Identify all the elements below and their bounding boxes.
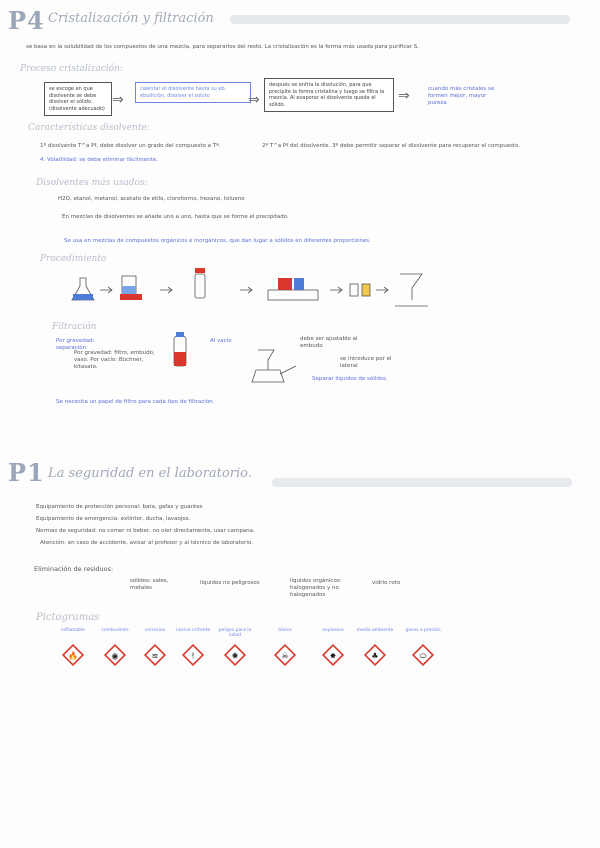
residuos-item: vidrio roto xyxy=(372,580,401,586)
disolventes-note: En mezclas de disolventes se añade uno a uno, hasta que se forme el precipitado. xyxy=(62,214,289,220)
environment-icon xyxy=(364,644,386,666)
disolventes-note-2: Se usa en mezclas de compuestos orgánicos e inorgánicos, que dan lugar a sólidos en diferentes proporciones. xyxy=(64,238,371,244)
vacio-label: Al vacío xyxy=(210,338,232,344)
seguridad-line-2: Equipamiento de emergencia: extintor, ducha, lavaojos. xyxy=(36,516,191,522)
caracteristicas-line-2: 2º T^a Pf del disolvente. 3º debe permitir separar el disolvente para recuperar el compuesto. xyxy=(262,143,521,149)
filtracion-note: Se necesita un papel de filtro para cada tipo de filtración. xyxy=(56,399,215,405)
filtracion-side-2: se introduce por el lateral xyxy=(340,356,392,369)
proceso-heading: Proceso cristalización: xyxy=(20,64,123,74)
procedure-diagram xyxy=(50,266,470,326)
pictogram-label: inflamable xyxy=(61,628,85,633)
pictogramas-heading: Pictogramas xyxy=(36,612,100,623)
intro-text: se basa en la solubilidad de los compuestos de una mezcla, para separarlos del resto. La cristalización es la forma más usada para purificar S. xyxy=(26,44,419,50)
filtracion-blue-label: Por gravedad: separación xyxy=(56,338,95,351)
svg-text:≋: ≋ xyxy=(151,651,159,661)
svg-text:◉: ◉ xyxy=(111,651,119,661)
svg-text:♣: ♣ xyxy=(371,651,379,661)
residuos-item: sólidos: sales, metales xyxy=(130,578,169,591)
process-result: cuando más cristales se formen mejor, mayor pureza xyxy=(428,86,495,106)
seguridad-line-1: Equipamiento de protección personal: bata, gafas y guantes xyxy=(36,504,203,510)
pictogram-label: nocivo irritante xyxy=(175,628,211,633)
disolventes-list: H2O, etanol, metanol, acetato de etilo, cloroformo, hexano, tolueno xyxy=(58,196,245,202)
flame-icon xyxy=(62,644,84,666)
title-bar xyxy=(230,15,570,24)
pictogram-label: corrosivo xyxy=(144,628,166,633)
svg-text:🔥: 🔥 xyxy=(68,651,78,661)
explosion-icon xyxy=(322,644,344,666)
section-number-p4: P4 xyxy=(8,6,45,35)
caracteristicas-line-3: 4. Volatilidad: se debe eliminar fácilmente. xyxy=(40,157,158,163)
svg-text:✺: ✺ xyxy=(231,651,239,661)
arrow-icon: ⇒ xyxy=(112,92,124,108)
residuos-item: líquidos orgánicos: halogenados y no halogenados xyxy=(290,578,342,598)
filtracion-heading: Filtración xyxy=(52,322,97,332)
pictogram-label: medio ambiente xyxy=(356,628,394,633)
seguridad-line-4: Atención: en caso de accidente, avisar al profesor y al técnico de laboratorio. xyxy=(40,540,253,546)
filtracion-text: Por gravedad: filtro, embudo, vaso. Por vacío: Büchner, kitasato. xyxy=(74,350,155,370)
filtracion-separa: Separar líquidos de sólidos. xyxy=(312,376,388,382)
residuos-item: líquidos no peligrosos xyxy=(200,580,260,586)
corrosion-icon xyxy=(144,644,166,666)
filter-flask-sketch xyxy=(162,332,202,372)
skull-icon xyxy=(274,644,296,666)
caracteristicas-line-1: 1º disolvente T^a Pf, debe disolver un grado del compuesto a Tª. xyxy=(40,143,221,149)
pictogram-label: tóxico xyxy=(278,628,292,633)
title-bar xyxy=(272,478,572,487)
svg-text:⬭: ⬭ xyxy=(419,651,427,661)
svg-text:!: ! xyxy=(191,651,195,661)
pictogram-label: comburente xyxy=(101,628,129,633)
seguridad-line-3: Normas de seguridad: no comer ni beber, no oler directamente, usar campana. xyxy=(36,528,255,534)
health-hazard-icon xyxy=(224,644,246,666)
pictogram-label: explosivo xyxy=(322,628,344,633)
section-title-p1: La seguridad en el laboratorio. xyxy=(48,466,252,481)
svg-text:☠: ☠ xyxy=(281,651,289,661)
arrow-icon: ⇒ xyxy=(248,92,260,108)
pictogram-label: peligro para la salud xyxy=(218,628,252,638)
exclamation-icon xyxy=(182,644,204,666)
process-box-2: calentar el disolvente hasta su eb. ebullición, disolver el soluto xyxy=(135,82,251,103)
disolventes-heading: Disolventes más usados: xyxy=(36,178,148,188)
process-box-1: se escoge en que disolvente se debe disolver el sólido. (disolvente adecuado) xyxy=(44,82,112,116)
gas-cylinder-icon xyxy=(412,644,434,666)
section-title-p4: Cristalización y filtración xyxy=(48,11,214,26)
section-number-p1: P1 xyxy=(8,458,45,487)
filtracion-side-1: debe ser ajustable al embudo xyxy=(300,336,358,349)
flame-over-circle-icon xyxy=(104,644,126,666)
process-box-3: después se enfría la disolución, para que precipite la forma cristalina y luego se filtra la mezcla. Al evaporar el disolvente queda el sólido. xyxy=(264,78,394,112)
procedimiento-heading: Procedimiento xyxy=(40,254,107,264)
caracteristicas-heading: Características disolvente: xyxy=(28,123,150,133)
svg-text:✸: ✸ xyxy=(329,651,337,661)
arrow-icon: ⇒ xyxy=(398,88,410,104)
residuos-heading: Eliminación de residuos: xyxy=(34,565,114,573)
pictogram-label: gases a presión xyxy=(405,628,441,633)
vacuum-filter-sketch xyxy=(238,346,298,386)
